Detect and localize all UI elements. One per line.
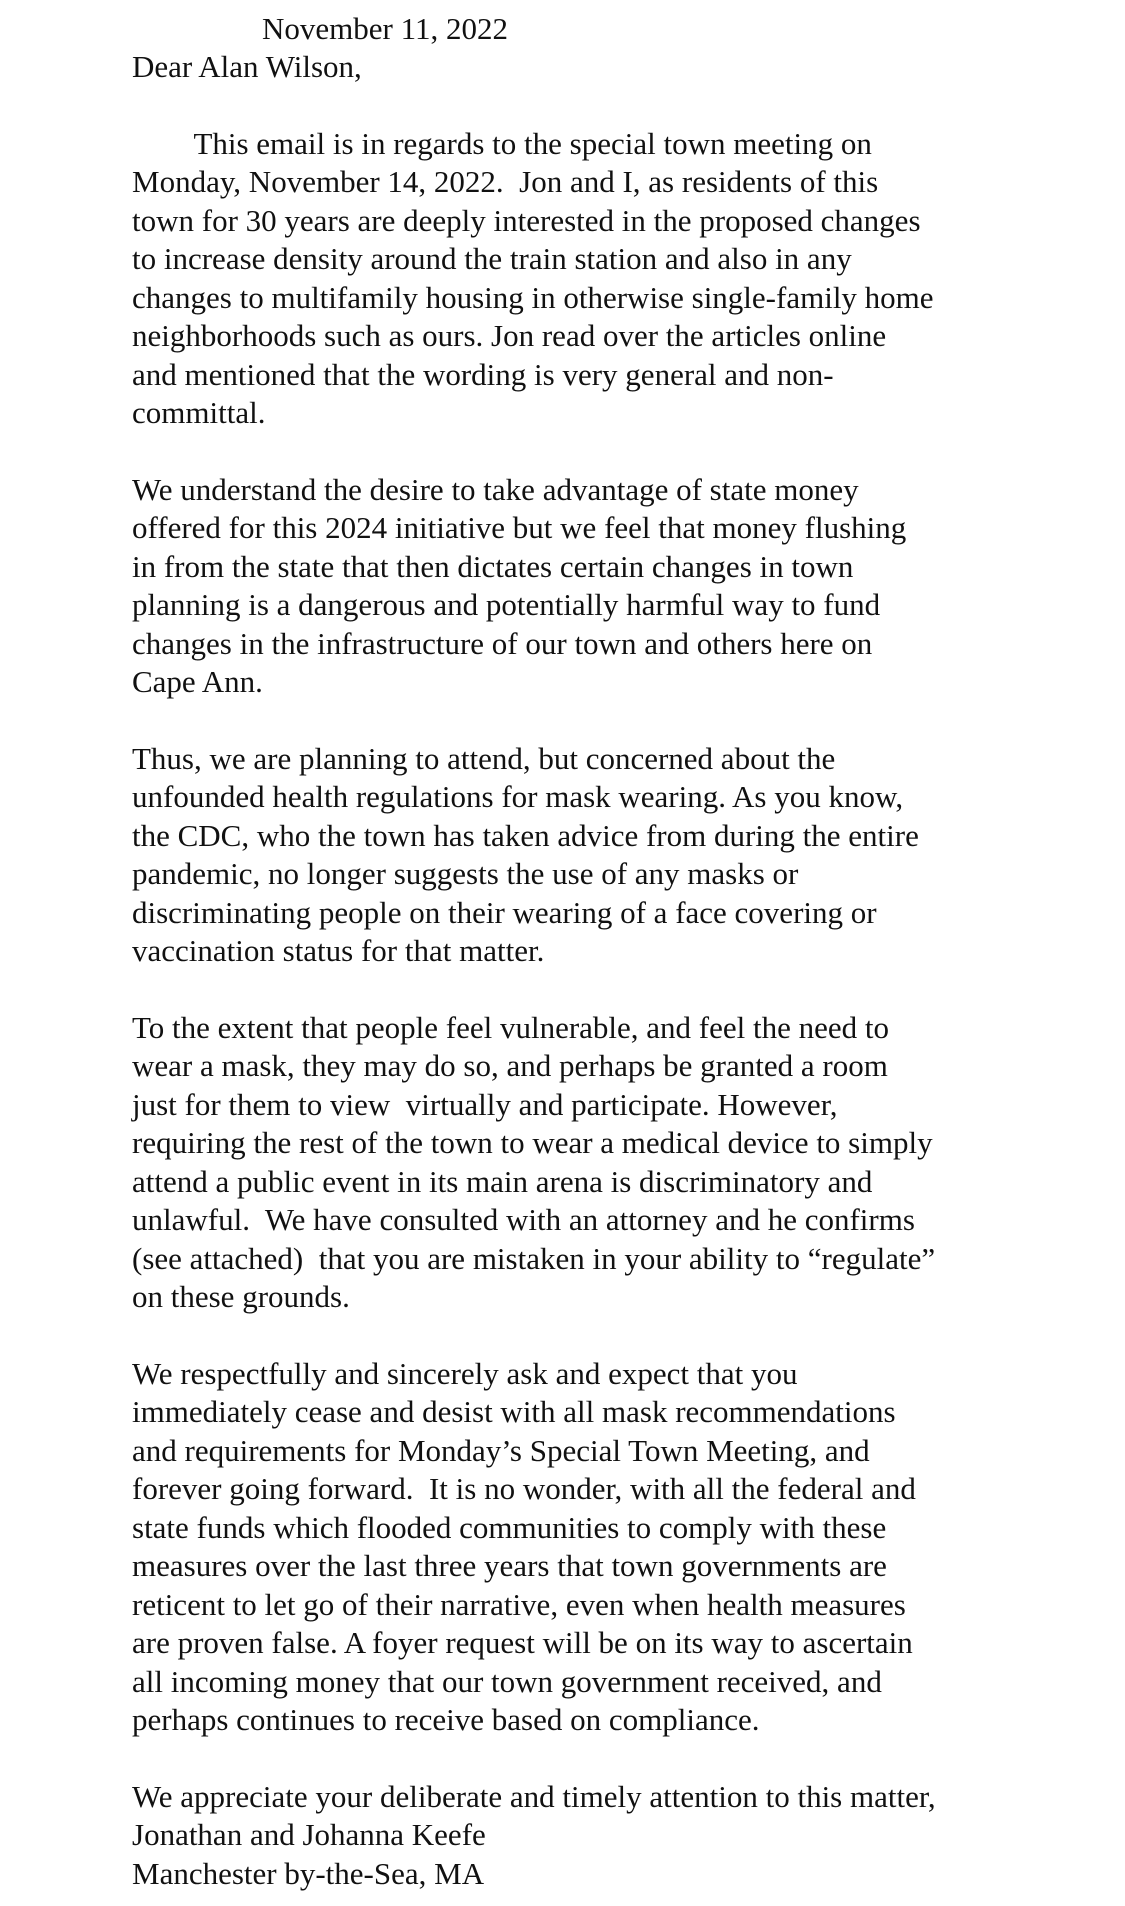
- paragraph-line: in from the state that then dictates certain changes in town: [132, 549, 854, 584]
- paragraph-line: unfounded health regulations for mask wearing. As you know,: [132, 779, 904, 814]
- signature-location: Manchester by-the-Sea, MA: [132, 1856, 485, 1891]
- paragraph-line: Cape Ann.: [132, 664, 263, 699]
- paragraph-line: just for them to view virtually and participate. However,: [132, 1087, 838, 1122]
- paragraph-line: perhaps continues to receive based on compliance.: [132, 1702, 760, 1737]
- paragraph-line: state funds which flooded communities to comply with these: [132, 1510, 887, 1545]
- signature-names: Jonathan and Johanna Keefe: [132, 1817, 486, 1852]
- paragraph-line: changes in the infrastructure of our town and others here on: [132, 626, 873, 661]
- paragraph-line: and requirements for Monday’s Special Town Meeting, and: [132, 1433, 870, 1468]
- paragraph-line: We understand the desire to take advantage of state money: [132, 472, 859, 507]
- paragraph-line: Monday, November 14, 2022. Jon and I, as residents of this: [132, 164, 879, 199]
- paragraph-line: pandemic, no longer suggests the use of any masks or: [132, 856, 799, 891]
- paragraph-line: immediately cease and desist with all mask recommendations: [132, 1394, 896, 1429]
- paragraph-line: This email is in regards to the special town meeting on: [132, 126, 872, 161]
- paragraph-line: unlawful. We have consulted with an attorney and he confirms: [132, 1202, 915, 1237]
- paragraph-line: requiring the rest of the town to wear a medical device to simply: [132, 1125, 933, 1160]
- paragraph-line: town for 30 years are deeply interested in the proposed changes: [132, 203, 921, 238]
- paragraph-line: to increase density around the train station and also in any: [132, 241, 852, 276]
- paragraph-line: and mentioned that the wording is very general and non-: [132, 357, 834, 392]
- letter-date: November 11, 2022: [262, 11, 508, 46]
- paragraph-line: wear a mask, they may do so, and perhaps be granted a room: [132, 1048, 888, 1083]
- paragraph-line: are proven false. A foyer request will be on its way to ascertain: [132, 1625, 913, 1660]
- paragraph-line: forever going forward. It is no wonder, with all the federal and: [132, 1471, 916, 1506]
- salutation: Dear Alan Wilson,: [132, 49, 362, 84]
- paragraph-line: all incoming money that our town government received, and: [132, 1664, 882, 1699]
- paragraph-line: planning is a dangerous and potentially harmful way to fund: [132, 587, 881, 622]
- paragraph-line: reticent to let go of their narrative, even when health measures: [132, 1587, 906, 1622]
- paragraph-line: offered for this 2024 initiative but we feel that money flushing: [132, 510, 907, 545]
- paragraph-line: committal.: [132, 395, 266, 430]
- closing-line: We appreciate your deliberate and timely attention to this matter,: [132, 1779, 936, 1814]
- paragraph-line: vaccination status for that matter.: [132, 933, 545, 968]
- paragraph-line: neighborhoods such as ours. Jon read over the articles online: [132, 318, 887, 353]
- paragraph-line: discriminating people on their wearing of a face covering or: [132, 895, 877, 930]
- paragraph-line: To the extent that people feel vulnerable, and feel the need to: [132, 1010, 890, 1045]
- paragraph-line: (see attached) that you are mistaken in your ability to “regulate”: [132, 1241, 936, 1276]
- paragraph-line: measures over the last three years that town governments are: [132, 1548, 887, 1583]
- paragraph-line: Thus, we are planning to attend, but concerned about the: [132, 741, 836, 776]
- paragraph-line: We respectfully and sincerely ask and expect that you: [132, 1356, 798, 1391]
- paragraph-line: on these grounds.: [132, 1279, 350, 1314]
- paragraph-line: attend a public event in its main arena is discriminatory and: [132, 1164, 873, 1199]
- paragraph-line: the CDC, who the town has taken advice from during the entire: [132, 818, 919, 853]
- paragraph-line: changes to multifamily housing in otherwise single-family home: [132, 280, 934, 315]
